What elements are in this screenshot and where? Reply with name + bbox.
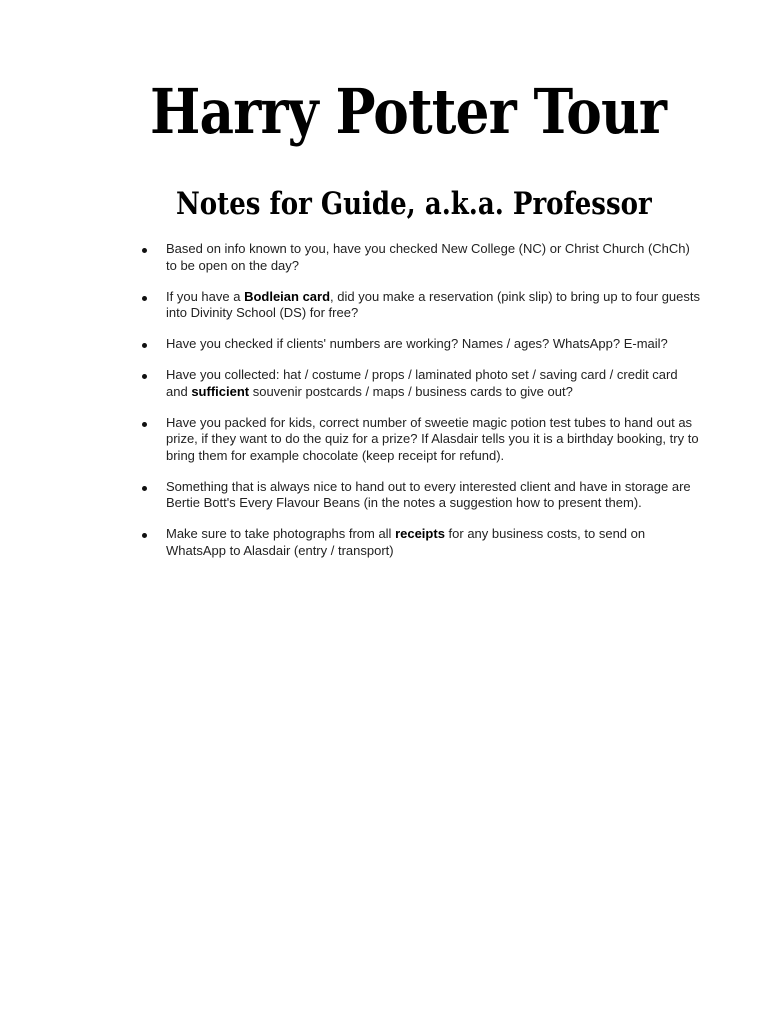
note-item xyxy=(140,241,700,274)
note-text-before: Make sure to take photographs from all xyxy=(166,526,396,541)
document-subtitle: Notes for Guide, a.k.a. Professor xyxy=(176,186,652,222)
note-text: Have you checked if clients' numbers are working? Names / ages? WhatsApp? E-mail? xyxy=(166,336,668,351)
note-text-before: If you have a xyxy=(166,288,245,304)
bullet-icon xyxy=(142,296,147,301)
bullet-icon xyxy=(142,343,147,348)
bullet-icon xyxy=(142,374,147,379)
note-item xyxy=(140,289,700,322)
bullet-icon xyxy=(142,486,147,491)
note-text: Have you packed for kids, correct number of sweetie magic potion test tubes to hand out as prize, if they want to do the quiz for a prize? If Alasdair tells you it is a birthday booking, try to bring them for example chocolate (keep receipt for refund). xyxy=(166,414,699,463)
bullet-icon xyxy=(142,248,147,253)
note-text-after: , did you make a reservation (pink slip) to bring up to four guests into Divinity School (DS) for free? xyxy=(166,288,700,320)
note-text-before: Have you collected: hat / costume / props / laminated photo set / saving card / credit card and xyxy=(166,367,678,399)
note-item xyxy=(140,526,700,559)
note-text-bold: receipts xyxy=(395,526,445,541)
notes-list xyxy=(140,241,700,574)
document-title: Harry Potter Tour xyxy=(150,75,667,148)
note-item xyxy=(140,367,700,400)
note-item xyxy=(140,415,700,465)
note-item xyxy=(140,336,700,353)
note-text-after: for any business costs, to send on WhatsApp to Alasdair (entry / transport) xyxy=(166,526,646,558)
note-text: Based on info known to you, have you checked New College (NC) or Christ Church (ChCh) to be open on the day? xyxy=(166,241,690,273)
note-text-bold: sufficient xyxy=(191,383,250,399)
note-text-after: souvenir postcards / maps / business cards to give out? xyxy=(249,383,573,399)
note-text: Something that is always nice to hand out to every interested client and have in storage are Bertie Bott's Every Flavour Beans (in the notes a suggestion how to present them). xyxy=(166,478,691,510)
bullet-icon xyxy=(142,422,147,427)
bullet-icon xyxy=(142,533,147,538)
note-item xyxy=(140,479,700,512)
note-text-bold: Bodleian card xyxy=(244,288,331,304)
